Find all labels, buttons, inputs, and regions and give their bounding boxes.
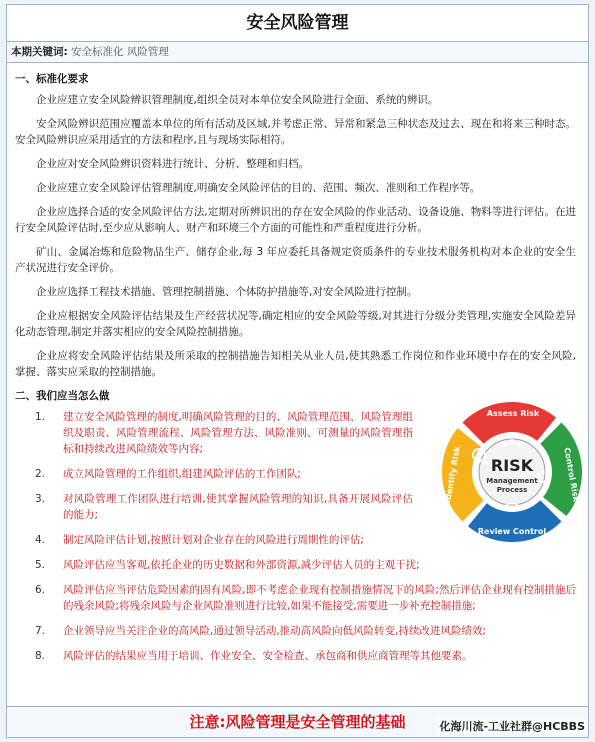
list-item-number: 2. xyxy=(35,468,46,480)
center-title: RISK xyxy=(490,456,534,475)
list-item-text: 建立安全风险管理的制度,明确风险管理的目的、风险管理范围、风险管理组织及职责、风险管理流程、风险管理方法、风险准则、可测量的风险管理指标和持续改进风险绩效等内容; xyxy=(63,411,413,455)
paragraph: 安全风险辨识范围应覆盖本单位的所有活动及区域,并考虑正常、异常和紧急三种状态及过去、现在和将来三种时态。安全风险辨识应采用适宜的方法和程序,且与现场实际相符。 xyxy=(15,118,576,146)
keywords-bar xyxy=(7,42,588,63)
label-assess-risk: Assess Risk xyxy=(486,409,540,418)
list-item-text: 对风险管理工作团队进行培训,使其掌握风险管理的知识,具备开展风险评估的能力; xyxy=(63,493,413,521)
label-control-risk: Control Risk xyxy=(562,446,581,503)
paragraph: 企业应选择合适的安全风险评估方法,定期对所辨识出的存在安全风险的作业活动、设备设施、物料等进行评估。在进行安全风险评估时,至少应从影响人、财产和环境三个方面的可能性和严重程度进行分析。 xyxy=(15,206,576,234)
list-item-number: 5. xyxy=(35,559,46,571)
list-item-text: 制定风险评估计划,按照计划对企业存在的风险进行周期性的评估; xyxy=(63,534,364,546)
list-item-text: 企业领导应当关注企业的高风险,通过领导活动,推动高风险向低风险转变,持续改进风险绩效; xyxy=(63,625,487,637)
label-review-control: Review Control xyxy=(477,527,547,536)
section2-heading: 二、我们应当怎么做 xyxy=(15,390,110,402)
list-item-number: 7. xyxy=(35,625,46,637)
list-item xyxy=(15,648,576,664)
list-item-text: 成立风险管理的工作组织,组建风险评估的工作团队; xyxy=(63,468,301,480)
list-item-number: 4. xyxy=(35,534,46,546)
keywords-label: 本期关键词: xyxy=(11,46,68,58)
page-title: 安全风险管理 xyxy=(7,5,588,42)
list-item xyxy=(15,557,576,573)
list-item-number: 3. xyxy=(35,493,46,505)
section1-heading: 一、标准化要求 xyxy=(15,73,89,85)
list-item-number: 1. xyxy=(35,411,46,423)
watermark: 化海川流-工业社群@HCBBS xyxy=(439,720,585,733)
footer-note: 注意:风险管理是安全管理的基础 xyxy=(7,706,588,737)
risk-management-cycle-graphic xyxy=(437,397,587,547)
paragraph: 企业应建立安全风险辨识管理制度,组织全员对本单位安全风险进行全面、系统的辨识。 xyxy=(36,94,439,106)
list-item-text: 风险评估的结果应当用于培训、作业安全、安全检查、承包商和供应商管理等其他要素。 xyxy=(63,650,473,662)
paragraph: 企业应将安全风险评估结果及所采取的控制措施告知相关从业人员,使其熟悉工作岗位和作业环境中存在的安全风险,掌握、落实应采取的控制措施。 xyxy=(15,350,576,378)
paragraph: 企业应对安全风险辨识资料进行统计、分析、整理和归档。 xyxy=(36,158,309,170)
keywords-value: 安全标准化 风险管理 xyxy=(71,46,169,58)
list-item-text: 风险评估应当客观,依托企业的历史数据和外部资源,减少评估人员的主观干扰; xyxy=(63,559,420,571)
paragraph: 企业应建立安全风险评估管理制度,明确安全风险评估的目的、范围、频次、准则和工作程序等。 xyxy=(36,182,481,194)
content-area xyxy=(7,63,588,664)
list-item-text: 风险评估应当评估危险因素的固有风险,即不考虑企业现有控制措施情况下的风险;然后评估企业现有控制措施后的残余风险;将残余风险与企业风险准则进行比较,如果不能接受,需要进一步补充控制措施; xyxy=(63,584,576,612)
paragraph: 企业应选择工程技术措施、管理控制措施、个体防护措施等,对安全风险进行控制。 xyxy=(36,286,418,298)
label-identify-risk: Identify Risk xyxy=(443,445,462,504)
center-sub1: Management xyxy=(486,477,538,485)
paragraph: 企业应根据安全风险评估结果及生产经营状况等,确定相应的安全风险等级,对其进行分级分类管理,实施安全风险差异化动态管理,制定并落实相应的安全风险控制措施。 xyxy=(15,310,576,338)
document-frame xyxy=(6,4,589,738)
list-item xyxy=(15,582,576,614)
list-item-number: 8. xyxy=(35,650,46,662)
paragraph: 矿山、金属冶炼和危险物品生产、储存企业,每 3 年应委托具备规定资质条件的专业技术服务机构对本企业的安全生产状况进行安全评价。 xyxy=(15,246,576,274)
list-item xyxy=(15,623,576,639)
list-item-number: 6. xyxy=(35,584,46,596)
center-sub2: Process xyxy=(496,486,528,494)
